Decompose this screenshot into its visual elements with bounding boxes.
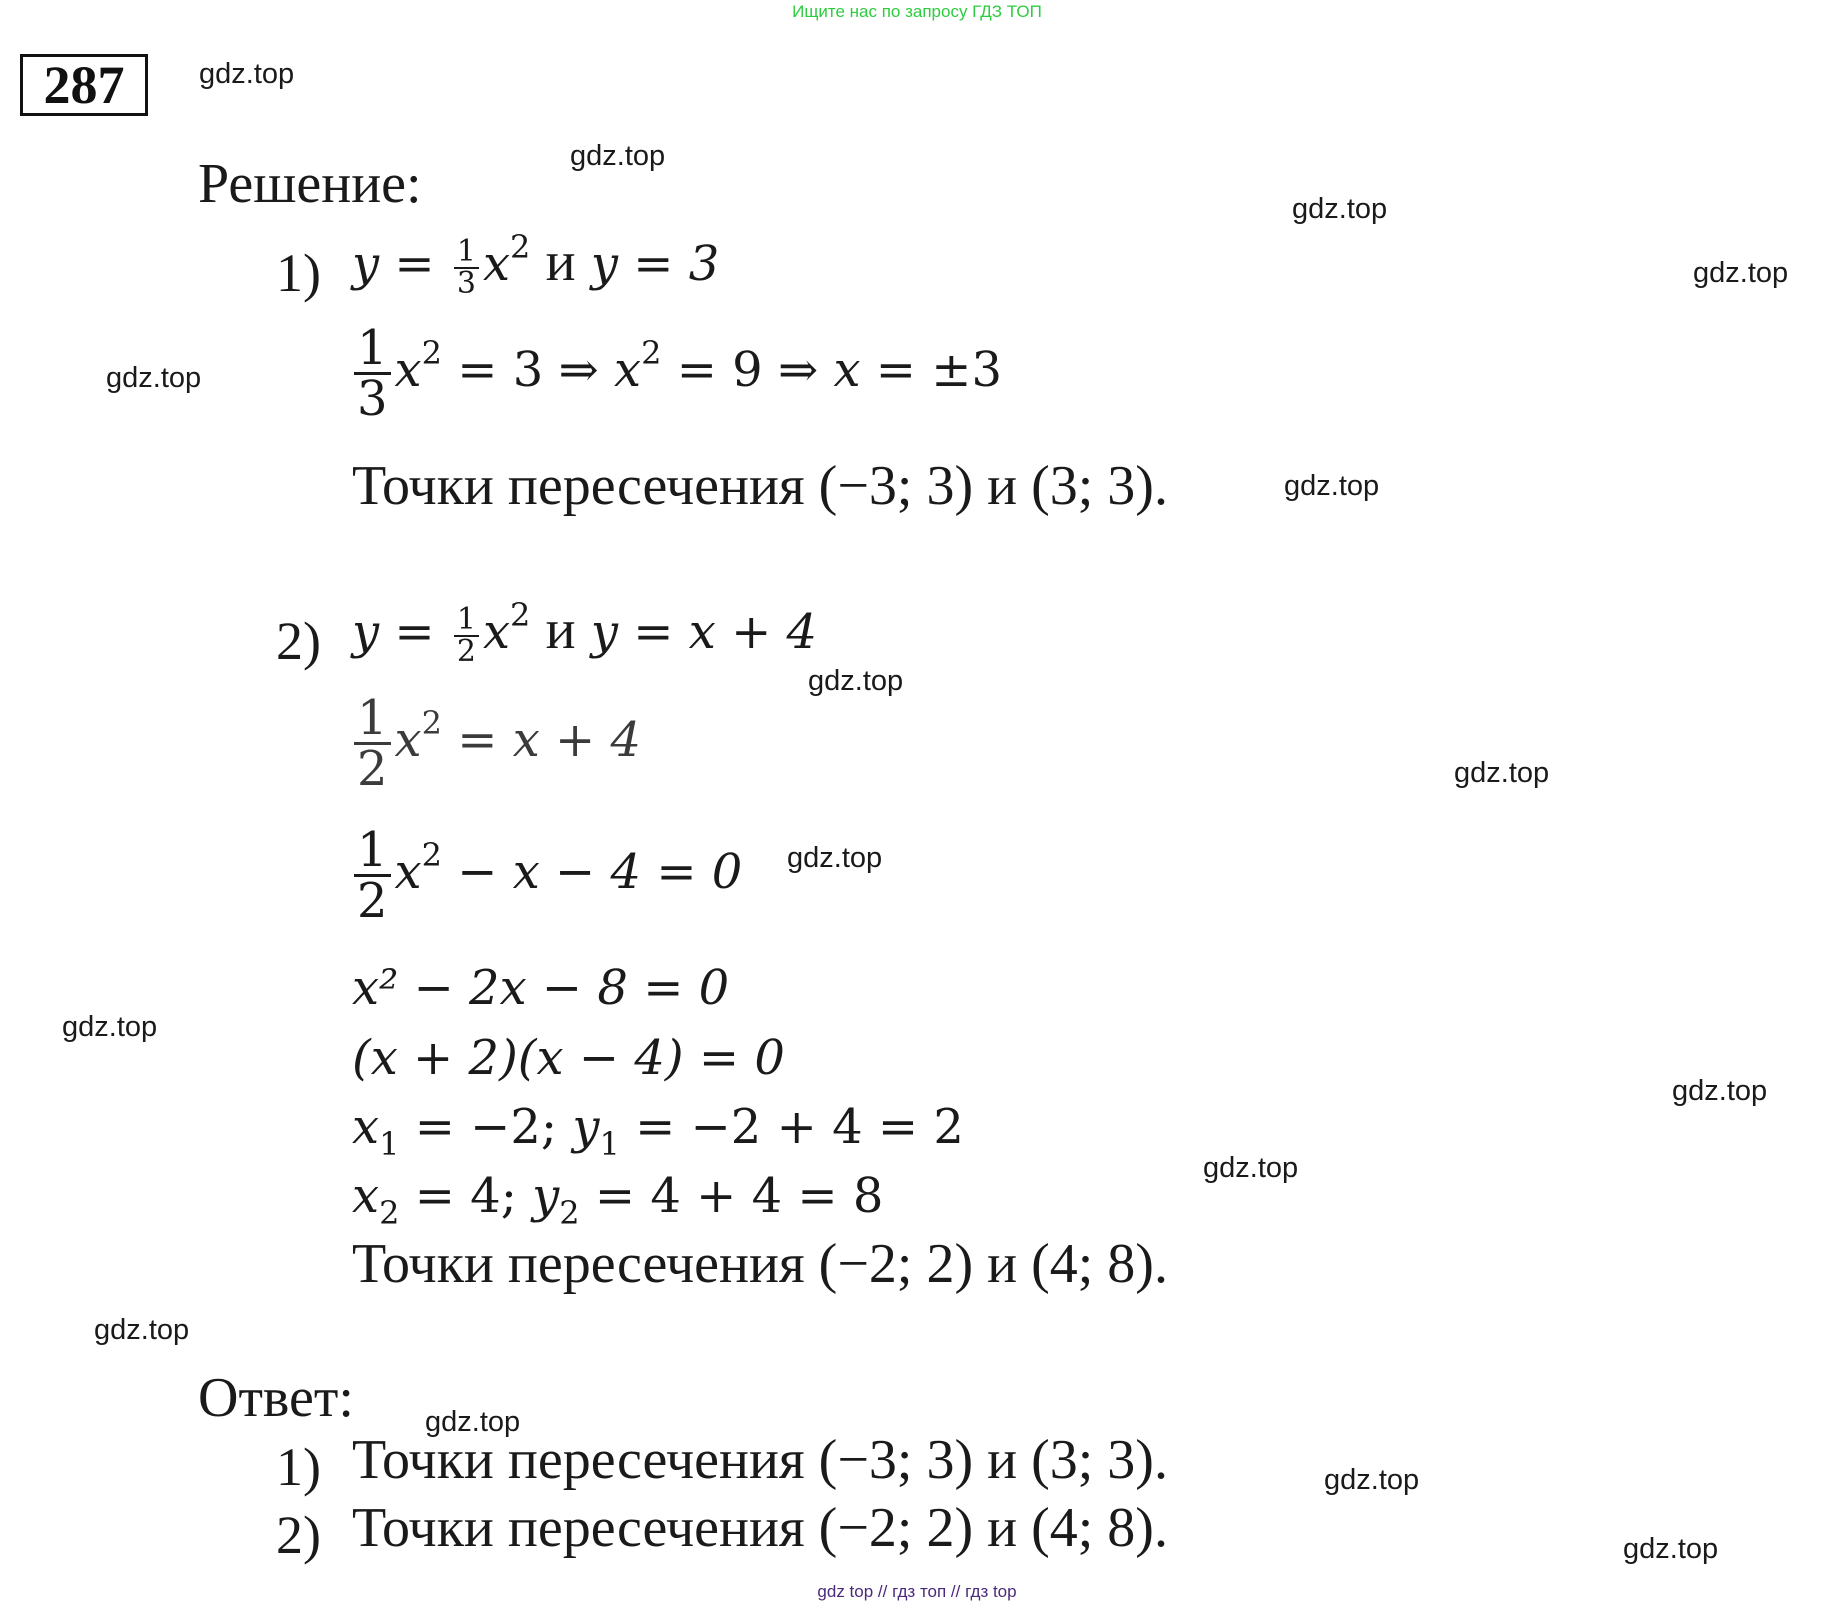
subscript: 1 (599, 1125, 620, 1163)
answer-heading: Ответ: (198, 1367, 354, 1429)
y2: y (532, 1168, 560, 1224)
footer: gdz top // гдз топ // гдз top (817, 1582, 1017, 1601)
watermark: gdz.top (199, 58, 295, 90)
subscript: 2 (559, 1194, 580, 1232)
var-x: x (394, 342, 422, 398)
watermark: gdz.top (62, 1011, 158, 1043)
fraction-one-half-big (354, 822, 391, 929)
frac-denominator: 3 (357, 371, 388, 427)
eq2-prefix: y = (352, 604, 435, 660)
watermark: gdz.top (1454, 757, 1550, 789)
watermark: gdz.top (570, 140, 666, 172)
answer-label-1: 1) (276, 1437, 321, 1497)
step2-tail: − x − 4 = 0 (441, 844, 743, 900)
var-x: x (394, 712, 422, 768)
watermark: gdz.top (1324, 1464, 1420, 1496)
fraction-one-half (454, 601, 479, 669)
item-label-1: 1) (276, 243, 321, 303)
equation-2-step-2 (350, 822, 743, 929)
step1-tail: = x + 4 (441, 712, 642, 768)
eq1-suffix: y = 3 (590, 236, 720, 292)
var-x: x (614, 342, 642, 398)
watermark: gdz.top (106, 362, 202, 394)
subscript: 1 (379, 1125, 400, 1163)
points-2: Точки пересечения (−2; 2) и (4; 8). (352, 1233, 1168, 1295)
conj: и (545, 599, 576, 661)
fraction-one-half-big (354, 690, 391, 797)
answer-2: Точки пересечения (−2; 2) и (4; 8). (352, 1497, 1168, 1559)
exponent: 2 (510, 596, 531, 634)
watermark: gdz.top (1623, 1533, 1719, 1565)
frac-numerator: 1 (454, 237, 479, 269)
equation-2-step-3 (352, 960, 730, 1016)
frac-denominator: 2 (357, 873, 388, 929)
item-label-2: 2) (276, 611, 321, 671)
equation-2-step-5 (352, 1099, 964, 1163)
step6-mid: = 4; (399, 1168, 533, 1224)
step1-tail: = 3 ⇒ (441, 342, 614, 398)
var-x: x (482, 604, 511, 660)
equation-1 (352, 228, 720, 301)
frac-numerator: 1 (354, 324, 391, 375)
watermark: gdz.top (808, 665, 904, 697)
fraction-one-third-big (354, 320, 391, 427)
y1: y (572, 1099, 600, 1155)
frac-denominator: 3 (456, 265, 476, 301)
points-1: Точки пересечения (−3; 3) и (3; 3). (352, 455, 1168, 517)
step5-mid: = −2; (399, 1099, 573, 1155)
watermark: gdz.top (1693, 257, 1789, 289)
step4: (x + 2)(x − 4) = 0 (352, 1030, 785, 1086)
equation-1-step-1 (350, 320, 1003, 427)
subscript: 2 (379, 1194, 400, 1232)
eq2-suffix: y = x + 4 (590, 604, 818, 660)
fraction-one-third (454, 233, 479, 301)
top-banner: Ищите нас по запросу ГДЗ ТОП (792, 2, 1042, 21)
watermark: gdz.top (1672, 1075, 1768, 1107)
var-x: x (833, 342, 861, 398)
var-x: x (482, 236, 511, 292)
step1-tail2: = 9 ⇒ (661, 342, 834, 398)
watermark: gdz.top (1284, 470, 1380, 502)
equation-2-step-4 (352, 1030, 785, 1086)
frac-denominator: 2 (357, 741, 388, 797)
step6-tail: = 4 + 4 = 8 (579, 1168, 884, 1224)
step1-tail3: = ±3 (860, 342, 1003, 398)
watermark: gdz.top (94, 1314, 190, 1346)
exponent: 2 (421, 836, 442, 874)
step5-tail: = −2 + 4 = 2 (619, 1099, 964, 1155)
var-x: x (394, 844, 422, 900)
frac-numerator: 1 (454, 605, 479, 637)
exponent: 2 (421, 334, 442, 372)
equation-2 (352, 596, 818, 669)
x1: x (352, 1099, 380, 1155)
step3: x² − 2x − 8 = 0 (352, 960, 730, 1016)
frac-denominator: 2 (456, 633, 476, 669)
answer-label-2: 2) (276, 1505, 321, 1565)
watermark: gdz.top (787, 842, 883, 874)
frac-numerator: 1 (354, 826, 391, 877)
solution-heading: Решение: (198, 153, 422, 215)
equation-2-step-1 (350, 690, 642, 797)
exponent: 2 (421, 704, 442, 742)
x2: x (352, 1168, 380, 1224)
frac-numerator: 1 (354, 694, 391, 745)
equation-2-step-6 (352, 1168, 884, 1232)
eq1-prefix: y = (352, 236, 435, 292)
problem-number: 287 (20, 54, 148, 116)
watermark: gdz.top (425, 1406, 521, 1438)
answer-1: Точки пересечения (−3; 3) и (3; 3). (352, 1429, 1168, 1491)
exponent: 2 (641, 334, 662, 372)
exponent: 2 (510, 228, 531, 266)
watermark: gdz.top (1203, 1152, 1299, 1184)
conj: и (545, 231, 576, 293)
watermark: gdz.top (1292, 193, 1388, 225)
